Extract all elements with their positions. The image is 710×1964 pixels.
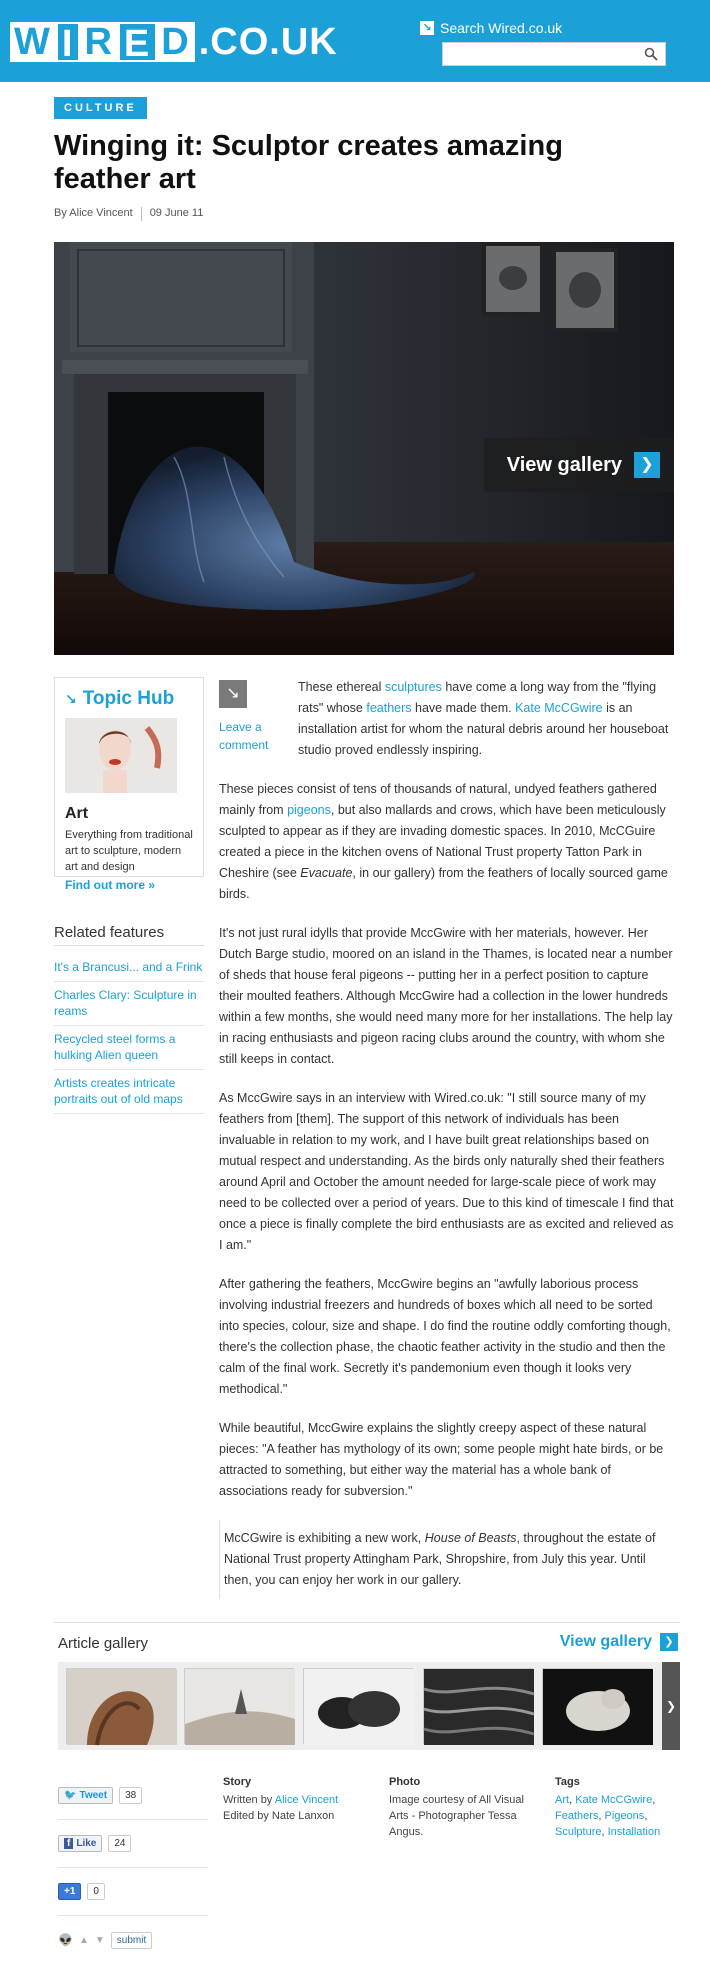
search-input[interactable] bbox=[443, 43, 633, 65]
text: , but also mallards and crows, which have been meticulously sculpted to appear as if they are invading domestic spaces. In 2010, McCGuire created a piece in the kitchen ovens of National Trust property Tatton Park in Cheshire (see bbox=[219, 803, 666, 880]
tag-link[interactable]: Pigeons bbox=[604, 1810, 645, 1822]
tag-link[interactable]: Art bbox=[555, 1794, 570, 1806]
text: Written by bbox=[223, 1794, 275, 1806]
author: By Alice Vincent bbox=[54, 207, 133, 219]
text: These ethereal bbox=[298, 680, 385, 694]
reddit-submit-button[interactable]: submit bbox=[111, 1932, 152, 1949]
tag-link[interactable]: Sculpture bbox=[555, 1826, 602, 1838]
byline bbox=[54, 207, 203, 221]
section-tag[interactable]: CULTURE bbox=[54, 97, 147, 119]
exhibition-note bbox=[219, 1520, 674, 1599]
plusone-count: 0 bbox=[87, 1883, 105, 1900]
plusone-row bbox=[58, 1868, 208, 1916]
view-gallery-label: View gallery bbox=[506, 453, 622, 476]
reddit-icon[interactable]: 👽 bbox=[58, 1933, 73, 1947]
tweet-count: 38 bbox=[119, 1787, 142, 1804]
downvote-icon[interactable]: ▼ bbox=[94, 1934, 105, 1946]
article-body bbox=[219, 677, 674, 1617]
topic-hub bbox=[54, 677, 204, 892]
hero-image[interactable] bbox=[54, 242, 674, 655]
site-header bbox=[0, 0, 710, 82]
paragraph: As MccGwire says in an interview with Wired.co.uk: "I still source many of my feathers from [them]. The support of this network of individuals has been invaluable in relation to my work, and I have built great relationships based on mutual respect and understanding. As the birds only naturally shed their feathers around April and October the amount needed for large-scale piece of work may need to be collected over a period of years. Due to this kind of timescale I find that once a piece is finally complete the bird enthusiasts are as excited and relieved as I am." bbox=[219, 1091, 674, 1252]
view-gallery-button[interactable] bbox=[484, 438, 674, 492]
logo-tld: .CO.UK bbox=[198, 21, 338, 63]
like-button[interactable] bbox=[58, 1835, 102, 1852]
wired-logo[interactable] bbox=[10, 21, 338, 65]
search-label bbox=[420, 20, 562, 36]
like-count: 24 bbox=[108, 1835, 131, 1852]
topic-hub-title[interactable] bbox=[65, 688, 193, 710]
tag-link[interactable]: Installation bbox=[607, 1826, 661, 1838]
reddit-row bbox=[58, 1916, 208, 1964]
social-buttons bbox=[58, 1772, 208, 1964]
like-label: Like bbox=[76, 1838, 97, 1849]
upvote-icon[interactable]: ▲ bbox=[78, 1934, 89, 1946]
related-link[interactable]: Recycled steel forms a hulking Alien queen bbox=[54, 1026, 204, 1070]
gallery-thumb[interactable] bbox=[184, 1668, 294, 1744]
tag-link[interactable]: Kate McCGwire bbox=[575, 1794, 653, 1806]
topic-description: Everything from traditional art to sculpture, modern art and design bbox=[65, 829, 193, 873]
related-features-title: Related features bbox=[54, 924, 204, 946]
logo-letter: I bbox=[56, 22, 81, 62]
topic-hub-title-text: Topic Hub bbox=[82, 688, 175, 709]
logo-letter: E bbox=[118, 22, 157, 62]
tag-list: Art, Kate McCGwire, Feathers, Pigeons, Sculpture, Installation bbox=[555, 1794, 661, 1838]
logo-letter: W bbox=[10, 22, 56, 62]
story-meta bbox=[223, 1774, 353, 1824]
gallery-thumb[interactable] bbox=[542, 1668, 652, 1744]
edited-by: Edited by Nate Lanxon bbox=[223, 1810, 335, 1822]
text: is an installation artist for whom the natural debris around her houseboat studio proved endlessly inspiring. bbox=[298, 701, 669, 757]
photo-meta bbox=[389, 1774, 539, 1840]
gallery-thumb[interactable] bbox=[66, 1668, 176, 1744]
related-features-list bbox=[54, 954, 204, 1114]
paragraph: It's not just rural idylls that provide MccGwire with her materials, however. Her Dutch Barge studio, moored on an island in the Thames, is located near a number of sheds that house feral pigeons -- putting her in a perfect position to capture their moulted feathers. Although MccGwire had a collection in the lower hundreds within a few months, she would need many more for her installations. The help lay in racing enthusiasts and pigeon racing clubs around the country, with whom she still keeps in contact. bbox=[219, 926, 673, 1066]
arrow-right-icon: ❯ bbox=[634, 452, 660, 478]
gallery-next-button[interactable] bbox=[662, 1662, 680, 1750]
paragraph bbox=[219, 677, 674, 761]
facebook-icon: f bbox=[64, 1838, 73, 1849]
pigeons-link[interactable]: pigeons bbox=[287, 803, 331, 817]
article-title: Winging it: Sculptor creates amazing feather art bbox=[54, 130, 563, 195]
tweet-row bbox=[58, 1772, 208, 1820]
topic-hub-image[interactable] bbox=[65, 718, 177, 793]
search-box bbox=[442, 42, 666, 66]
related-link[interactable]: Charles Clary: Sculpture in reams bbox=[54, 982, 204, 1026]
search-icon[interactable] bbox=[644, 47, 658, 61]
tags-heading: Tags bbox=[555, 1776, 580, 1788]
text: have made them. bbox=[411, 701, 516, 715]
text: , throughout the estate of National Trust property Attingham Park, Shropshire, from July this year. Until then, you can enjoy her work in our gallery. bbox=[224, 1531, 656, 1587]
written-by bbox=[223, 1792, 353, 1808]
text: have come a long way from the "flying rats" whose bbox=[298, 680, 657, 715]
story-heading: Story bbox=[223, 1776, 252, 1788]
text: Evacuate bbox=[300, 866, 353, 880]
thumb-photo bbox=[543, 1669, 653, 1745]
search-label-text: Search Wired.co.uk bbox=[440, 20, 563, 36]
arrow-icon: ↘ bbox=[65, 690, 77, 707]
tags-meta bbox=[555, 1774, 680, 1840]
article-gallery-title: Article gallery bbox=[58, 1635, 149, 1652]
chevron-right-icon: ❯ bbox=[665, 1699, 677, 1713]
plusone-button[interactable]: +1 bbox=[58, 1883, 81, 1900]
byline-divider bbox=[141, 207, 142, 221]
logo-letter: D bbox=[157, 22, 194, 62]
publish-date: 09 June 11 bbox=[149, 207, 204, 219]
tweet-button[interactable] bbox=[58, 1787, 113, 1804]
leave-comment-link[interactable]: Leave a comment bbox=[219, 720, 269, 752]
topic-name: Art bbox=[65, 805, 89, 822]
paragraph: While beautiful, MccGwire explains the slightly creepy aspect of these natural pieces: "A feather has mythology of its own; some people might hate birds, or be attracted to something, but either way the material has a whole bank of associations ready for subversion." bbox=[219, 1421, 664, 1498]
text: These pieces consist of tens of thousands of natural, undyed feathers gathered mainly from bbox=[219, 782, 657, 817]
tweet-label: Tweet bbox=[79, 1790, 108, 1801]
gallery-view-link[interactable] bbox=[560, 1633, 678, 1651]
gallery-thumb[interactable] bbox=[303, 1668, 413, 1744]
thumb-photo bbox=[67, 1669, 177, 1745]
text: House of Beasts bbox=[424, 1531, 517, 1545]
photo-heading: Photo bbox=[389, 1776, 421, 1788]
logo-letter: R bbox=[80, 22, 117, 62]
text: , in our gallery) from the feathers of locally sourced game birds. bbox=[219, 866, 668, 901]
related-link[interactable]: It's a Brancusi... and a Frink bbox=[54, 954, 204, 982]
gallery-view-label: View gallery bbox=[559, 1633, 652, 1650]
related-link[interactable]: Artists creates intricate portraits out of old maps bbox=[54, 1070, 204, 1114]
arrow-right-icon: ❯ bbox=[660, 1633, 678, 1651]
arrow-icon: ↘ bbox=[219, 680, 247, 708]
topic-photo bbox=[65, 718, 177, 793]
leave-comment[interactable] bbox=[219, 680, 279, 754]
article-gallery-header bbox=[54, 1622, 680, 1662]
twitter-icon: 🐦 bbox=[64, 1790, 77, 1801]
thumb-photo bbox=[304, 1669, 414, 1745]
find-out-more-link[interactable]: Find out more » bbox=[65, 878, 155, 892]
like-row bbox=[58, 1820, 208, 1868]
paragraph bbox=[219, 779, 674, 905]
photo-credit: Image courtesy of All Visual Arts - Photographer Tessa Angus. bbox=[389, 1794, 524, 1838]
paragraph: After gathering the feathers, MccGwire begins an "awfully laborious process involving industrial freezers and hundreds of boxes which all need to be sorted into species, colour, size and shape. I do find the routine oddly comforting though, there's the collection phase, the chaotic feather activity in the studio and then the calm of the final work. Secretly it's pandemonium even though it looks very methodical." bbox=[219, 1277, 671, 1396]
artist-link[interactable]: Kate McCGwire bbox=[515, 701, 603, 715]
sculptures-link[interactable]: sculptures bbox=[384, 680, 442, 694]
thumb-photo bbox=[185, 1669, 295, 1745]
gallery-strip bbox=[58, 1662, 680, 1750]
tag-link[interactable]: Feathers bbox=[555, 1810, 599, 1822]
author-link[interactable]: Alice Vincent bbox=[274, 1794, 339, 1806]
arrow-icon: ↘ bbox=[420, 21, 434, 35]
thumb-photo bbox=[424, 1669, 534, 1745]
text: McCGwire is exhibiting a new work, bbox=[224, 1531, 425, 1545]
gallery-thumb[interactable] bbox=[423, 1668, 533, 1744]
feathers-link[interactable]: feathers bbox=[366, 701, 412, 715]
